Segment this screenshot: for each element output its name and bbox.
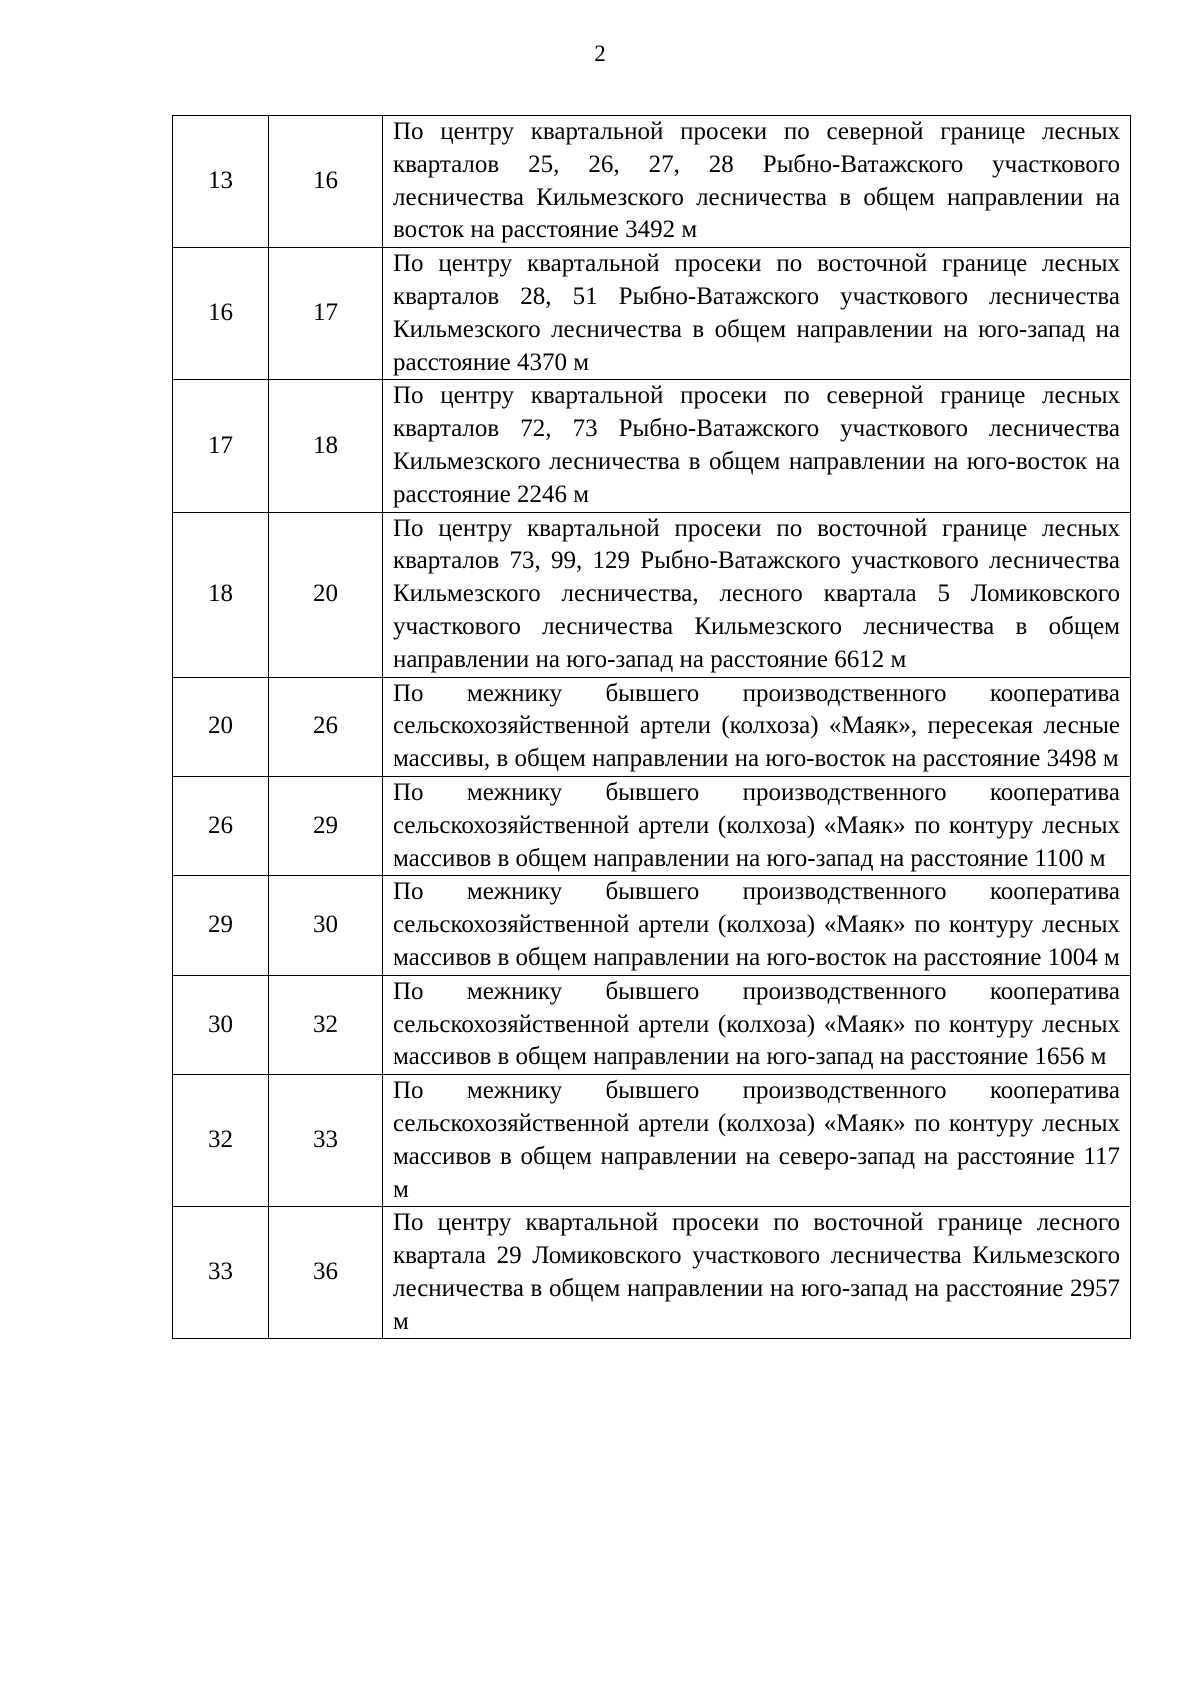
page-number: 2 [594,41,606,66]
end-point-cell: 16 [269,116,383,248]
start-point-cell: 33 [173,1207,269,1339]
boundary-description-cell: По межнику бывшего производственного кооператива сельскохозяйственной артели (колхоза) «Маяк» по контуру лесных массивов в общем направлении на юго-восток на расстояние 1004 м [383,876,1131,975]
start-point-cell: 16 [173,248,269,380]
boundary-description-cell: По межнику бывшего производственного кооператива сельскохозяйственной артели (колхоза) «Маяк» по контуру лесных массивов в общем направлении на северо-запад на расстояние 117 м [383,1075,1131,1207]
table-row [173,975,1131,1074]
end-point-cell: 36 [269,1207,383,1339]
table-row [173,116,1131,248]
end-point-cell: 29 [269,776,383,875]
table-row [173,1207,1131,1339]
table-row [173,1075,1131,1207]
boundary-description-table [172,115,1131,1339]
boundary-description-cell: По центру квартальной просеки по восточной границе лесных кварталов 73, 99, 129 Рыбно-Ватажского участкового лесничества Кильмезского лесничества, лесного квартала 5 Ломиковского участкового лесничества Кильмезского лесничества в общем направлении на юго-запад на расстояние 6612 м [383,512,1131,677]
boundary-description-cell: По центру квартальной просеки по восточной границе лесных кварталов 28, 51 Рыбно-Ватажского участкового лесничества Кильмезского лесничества в общем направлении на юго-запад на расстояние 4370 м [383,248,1131,380]
boundary-description-cell: По центру квартальной просеки по северной границе лесных кварталов 25, 26, 27, 28 Рыбно-Ватажского участкового лесничества Кильмезского лесничества в общем направлении на восток на расстояние 3492 м [383,116,1131,248]
end-point-cell: 30 [269,876,383,975]
table-body [173,116,1131,1339]
table-row [173,248,1131,380]
table-row [173,776,1131,875]
end-point-cell: 26 [269,677,383,776]
end-point-cell: 20 [269,512,383,677]
start-point-cell: 26 [173,776,269,875]
start-point-cell: 30 [173,975,269,1074]
table-row [173,876,1131,975]
end-point-cell: 18 [269,380,383,512]
end-point-cell: 33 [269,1075,383,1207]
end-point-cell: 17 [269,248,383,380]
table-row [173,677,1131,776]
end-point-cell: 32 [269,975,383,1074]
boundary-description-cell: По центру квартальной просеки по восточной границе лесного квартала 29 Ломиковского участкового лесничества Кильмезского лесничества в общем направлении на юго-запад на расстояние 2957 м [383,1207,1131,1339]
start-point-cell: 32 [173,1075,269,1207]
boundary-description-cell: По межнику бывшего производственного кооператива сельскохозяйственной артели (колхоза) «Маяк» по контуру лесных массивов в общем направлении на юго-запад на расстояние 1656 м [383,975,1131,1074]
start-point-cell: 18 [173,512,269,677]
start-point-cell: 29 [173,876,269,975]
boundary-description-cell: По центру квартальной просеки по северной границе лесных кварталов 72, 73 Рыбно-Ватажского участкового лесничества Кильмезского лесничества в общем направлении на юго-восток на расстояние 2246 м [383,380,1131,512]
boundary-description-cell: По межнику бывшего производственного кооператива сельскохозяйственной артели (колхоза) «Маяк», пересекая лесные массивы, в общем направлении на юго-восток на расстояние 3498 м [383,677,1131,776]
start-point-cell: 17 [173,380,269,512]
boundary-description-cell: По межнику бывшего производственного кооператива сельскохозяйственной артели (колхоза) «Маяк» по контуру лесных массивов в общем направлении на юго-запад на расстояние 1100 м [383,776,1131,875]
table-row [173,380,1131,512]
start-point-cell: 20 [173,677,269,776]
table-row [173,512,1131,677]
start-point-cell: 13 [173,116,269,248]
